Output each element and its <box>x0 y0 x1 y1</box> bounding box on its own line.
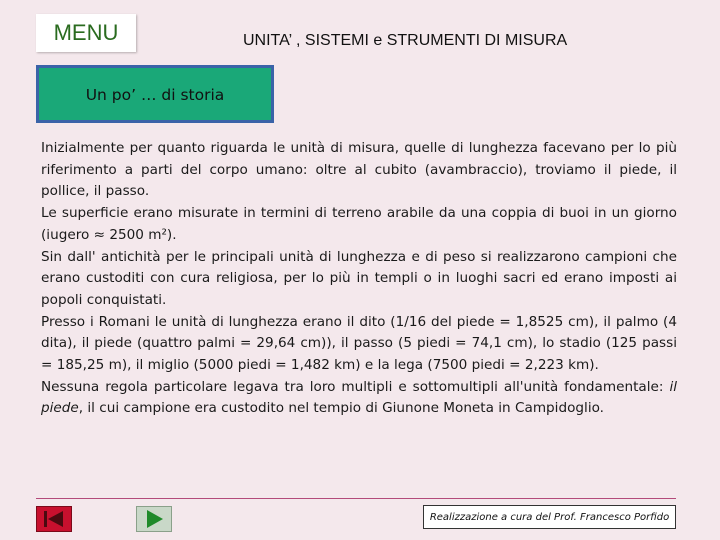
credit-text: Realizzazione a cura del Prof. Francesco Porfido <box>429 511 670 523</box>
paragraph-3: Sin dall' antichità per le principali unità di lunghezza e di peso si realizzarono campioni che erano custoditi con cura religiosa, per lo più in templi o in luoghi sacri ed erano imposti ai popoli conquistati. <box>41 248 677 308</box>
paragraph-2: Le superficie erano misurate in termini di terreno arabile da una coppia di buoi in un giorno (iugero ≈ 2500 m²). <box>41 205 677 243</box>
paragraph-5-italic: il piede <box>41 378 677 417</box>
paragraph-1: Inizialmente per quanto riguarda le unità di misura, quelle di lunghezza facevano per lo più riferimento a parti del corpo umano: oltre al cubito (avambraccio), troviamo il piede, il pollice, il passo. <box>41 140 677 200</box>
section-heading: Un po’ … di storia <box>85 86 225 104</box>
page-title: UNITA’ , SISTEMI e STRUMENTI DI MISURA <box>243 32 568 49</box>
footer-divider <box>36 498 676 499</box>
next-button[interactable] <box>136 506 172 532</box>
play-next-icon <box>141 509 167 529</box>
back-button[interactable] <box>36 506 72 532</box>
body-text <box>41 138 677 420</box>
menu-button-label: MENU <box>53 20 119 45</box>
paragraph-5 <box>41 377 677 420</box>
paragraph-5-start: Nessuna regola particolare legava tra loro multipli e sottomultipli all'unità fondamentale: <box>41 378 670 395</box>
skip-back-icon <box>41 509 67 529</box>
menu-button[interactable] <box>36 14 136 52</box>
paragraph-4: Presso i Romani le unità di lunghezza erano il dito (1/16 del piede = 1,8525 cm), il palmo (4 dita), il piede (quattro palmi = 29,64 cm)), il passo (5 piedi = 74,1 cm), lo stadio (125 passi = 185,25 m), il miglio (5000 piedi = 1,482 km) e la lega (7500 piedi = 2,223 km). <box>41 313 677 374</box>
paragraph-5-end: , il cui campione era custodito nel tempio di Giunone Moneta in Campidoglio. <box>78 400 604 417</box>
section-heading-box <box>36 65 274 123</box>
credit-box <box>423 505 676 529</box>
